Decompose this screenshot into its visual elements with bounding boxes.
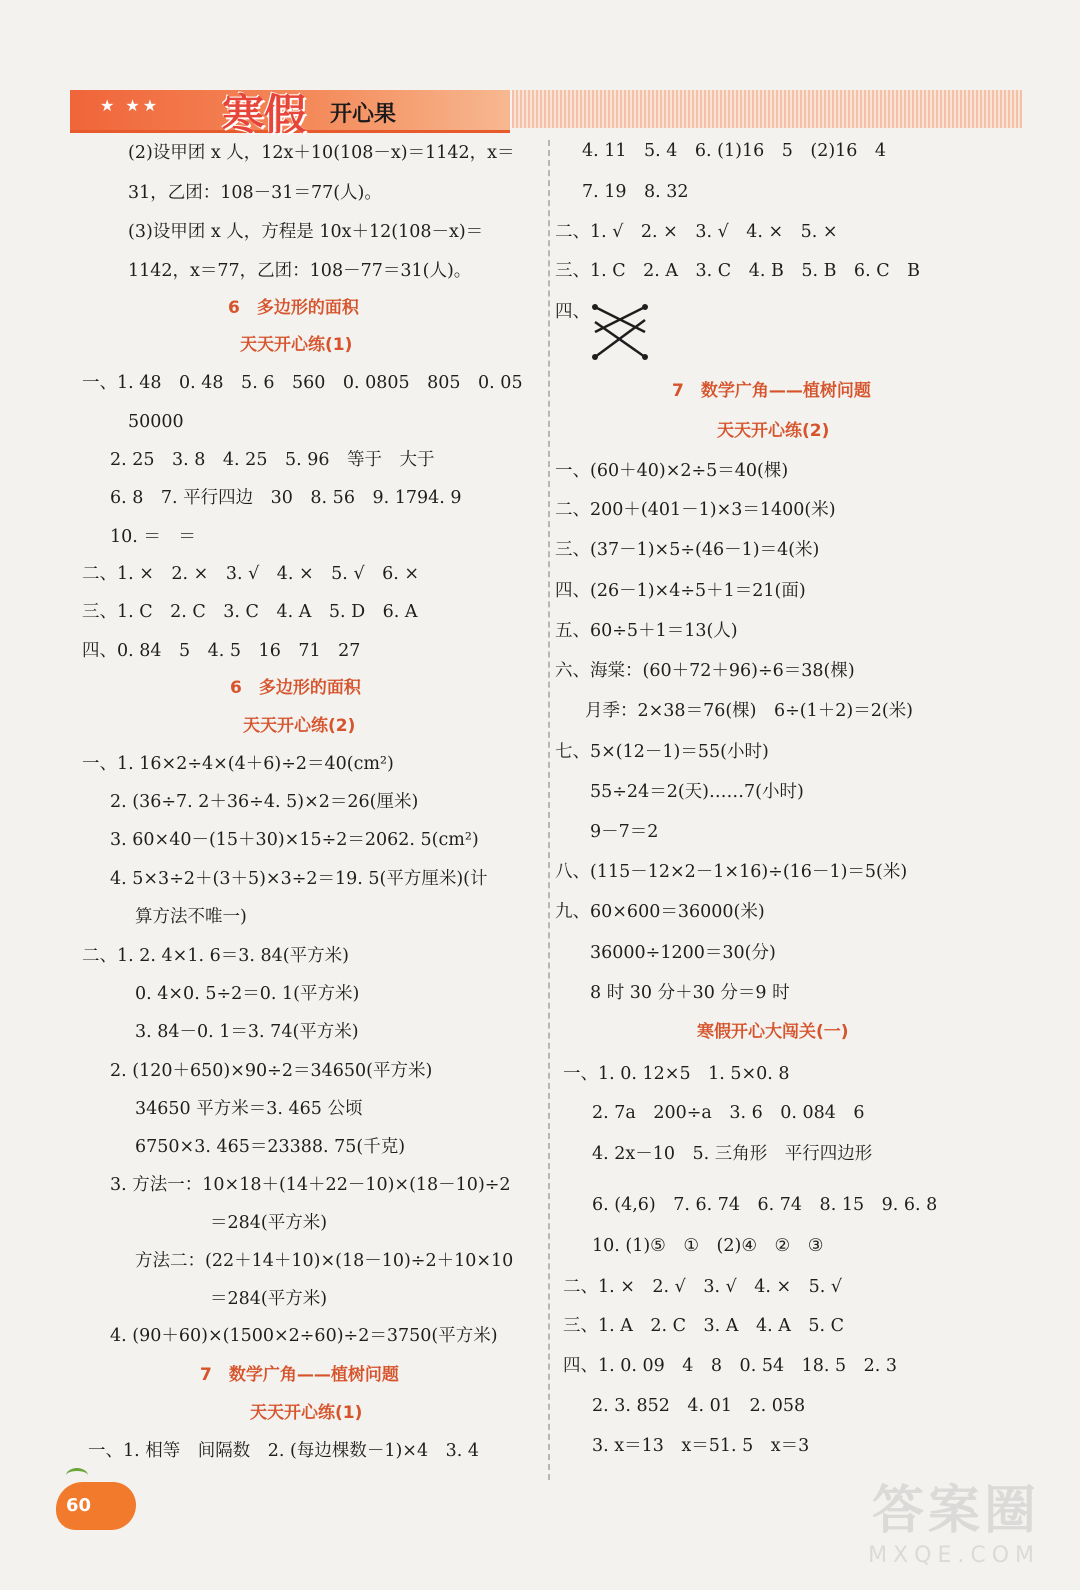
- section-title: 7 数学广角——植树问题: [672, 381, 871, 401]
- page-number-badge: [56, 1482, 136, 1530]
- answer-line: 31，乙团：108－31＝77(人)。: [128, 183, 382, 203]
- answer-line: 六、海棠：(60＋72＋96)÷6＝38(棵): [555, 661, 855, 681]
- answer-line: 4. 5×3÷2＋(3＋5)×3÷2＝19. 5(平方厘米)(计: [110, 869, 488, 889]
- answer-line: (3)设甲团 x 人，方程是 10x＋12(108－x)＝: [128, 222, 484, 242]
- answer-line: 五、60÷5＋1＝13(人): [555, 621, 738, 641]
- answer-line: 50000: [128, 412, 184, 432]
- answer-line: 7. 19 8. 32: [582, 182, 689, 202]
- answer-line: 36000÷1200＝30(分): [590, 943, 776, 963]
- answer-line: 2. (120＋650)×90÷2＝34650(平方米): [110, 1061, 433, 1081]
- watermark: [868, 1468, 1040, 1568]
- answer-line: 一、1. 16×2÷4×(4＋6)÷2＝40(cm²): [82, 754, 394, 774]
- leaf-icon: [66, 1468, 88, 1483]
- answer-line: 2. (36÷7. 2＋36÷4. 5)×2＝26(厘米): [110, 792, 419, 812]
- answer-line: 二、1. 2. 4×1. 6＝3. 84(平方米): [82, 946, 349, 966]
- subsection-title: 天天开心练(1): [240, 335, 353, 355]
- answer-line: 4. 2x－10 5. 三角形 平行四边形: [592, 1144, 873, 1164]
- answer-line: 八、(115－12×2－1×16)÷(16－1)＝5(米): [555, 862, 908, 882]
- answer-line: 4. 11 5. 4 6. (1)16 5 (2)16 4: [582, 141, 887, 161]
- answer-line: 方法二：(22＋14＋10)×(18－10)÷2＋10×10: [135, 1251, 514, 1271]
- column-divider: [548, 140, 550, 1480]
- answer-line: 九、60×600＝36000(米): [555, 902, 765, 922]
- answer-line: 3. 84－0. 1＝3. 74(平方米): [135, 1022, 359, 1042]
- answer-line: 四、0. 84 5 4. 5 16 71 27: [82, 641, 361, 661]
- subsection-title: 天天开心练(2): [243, 716, 356, 736]
- answer-line: 月季：2×38＝76(棵) 6÷(1＋2)＝2(米): [585, 701, 913, 721]
- answer-line: 三、1. C 2. C 3. C 4. A 5. D 6. A: [82, 602, 418, 622]
- answer-line: 2. 7a 200÷a 3. 6 0. 084 6: [592, 1103, 865, 1123]
- watermark-text: 答案圈: [871, 1481, 1040, 1541]
- answer-line: 四、1. 0. 09 4 8 0. 54 18. 5 2. 3: [563, 1356, 898, 1376]
- answer-line: 9－7＝2: [590, 822, 659, 842]
- answer-line: 8 时 30 分＋30 分＝9 时: [590, 983, 790, 1003]
- answer-line: 2. 25 3. 8 4. 25 5. 96 等于 大于: [110, 450, 435, 470]
- answer-line: 算方法不唯一): [135, 907, 247, 927]
- star-decoration-icon: ★ ★★: [100, 96, 161, 115]
- page-number: 60: [66, 1495, 92, 1516]
- book-subtitle: 开心果: [330, 102, 397, 127]
- answer-line: 二、200＋(401－1)×3＝1400(米): [555, 500, 836, 520]
- answer-line: 三、1. C 2. A 3. C 4. B 5. B 6. C B: [555, 261, 920, 281]
- answer-line: (2)设甲团 x 人，12x＋10(108－x)＝1142，x＝: [128, 143, 515, 163]
- subsection-title: 天天开心练(1): [250, 1403, 363, 1423]
- answer-line: 34650 平方米＝3. 465 公顷: [135, 1099, 363, 1119]
- header-pattern-strip: [512, 90, 1022, 128]
- section-title: 6 多边形的面积: [230, 678, 361, 698]
- answer-line: 四、: [555, 302, 590, 322]
- answer-line: 1142，x＝77，乙团：108－77＝31(人)。: [128, 261, 472, 281]
- answer-line: 3. x＝13 x＝51. 5 x＝3: [592, 1436, 810, 1456]
- answer-line: 一、1. 48 0. 48 5. 6 560 0. 0805 805 0. 05: [82, 373, 523, 393]
- answer-line: 4. (90＋60)×(1500×2÷60)÷2＝3750(平方米): [110, 1326, 498, 1346]
- section-title: 寒假开心大闯关(一): [697, 1022, 849, 1042]
- answer-line: 一、(60＋40)×2÷5＝40(棵): [555, 461, 789, 481]
- answer-line: 3. 60×40－(15＋30)×15÷2＝2062. 5(cm²): [110, 830, 479, 850]
- answer-line: 七、5×(12－1)＝55(小时): [555, 742, 769, 762]
- answer-line: 二、1. × 2. × 3. √ 4. × 5. √ 6. ×: [82, 564, 420, 584]
- answer-line: ＝284(平方米): [210, 1213, 328, 1233]
- answer-line: 二、1. × 2. √ 3. √ 4. × 5. √: [563, 1277, 843, 1297]
- answer-line: 6750×3. 465＝23388. 75(千克): [135, 1137, 406, 1157]
- answer-line: 6. (4,6) 7. 6. 74 6. 74 8. 15 9. 6. 8: [592, 1195, 938, 1215]
- answer-line: 一、1. 相等 间隔数 2. (每边棵数－1)×4 3. 4: [88, 1441, 479, 1461]
- answer-line: 三、1. A 2. C 3. A 4. A 5. C: [563, 1316, 844, 1336]
- matching-lines-diagram: [590, 302, 650, 362]
- answer-line: 2. 3. 852 4. 01 2. 058: [592, 1396, 806, 1416]
- answer-line: 二、1. √ 2. × 3. √ 4. × 5. ×: [555, 222, 838, 242]
- answer-line: 10. ＝ ＝: [110, 527, 196, 547]
- answer-line: 一、1. 0. 12×5 1. 5×0. 8: [563, 1064, 790, 1084]
- answer-line: ＝284(平方米): [210, 1289, 328, 1309]
- section-title: 7 数学广角——植树问题: [200, 1365, 399, 1385]
- answer-line: 55÷24＝2(天)……7(小时): [590, 782, 804, 802]
- answer-line: 四、(26－1)×4÷5＋1＝21(面): [555, 581, 806, 601]
- answer-line: 0. 4×0. 5÷2＝0. 1(平方米): [135, 984, 360, 1004]
- answer-line: 6. 8 7. 平行四边 30 8. 56 9. 1794. 9: [110, 488, 462, 508]
- book-title: 寒假: [222, 90, 307, 139]
- answer-line: 三、(37－1)×5÷(46－1)＝4(米): [555, 540, 820, 560]
- subsection-title: 天天开心练(2): [717, 421, 830, 441]
- answer-line: 3. 方法一：10×18＋(14＋22－10)×(18－10)÷2: [110, 1175, 511, 1195]
- watermark-url: MXQE.COM: [868, 1543, 1040, 1568]
- section-title: 6 多边形的面积: [228, 298, 359, 318]
- answer-line: 10. (1)⑤ ① (2)④ ② ③: [592, 1236, 824, 1256]
